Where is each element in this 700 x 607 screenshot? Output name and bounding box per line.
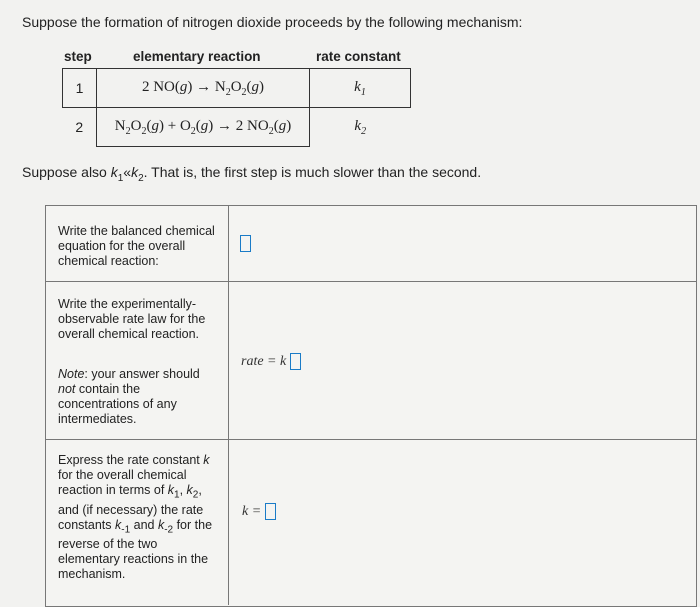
question-label: Write the balanced chemical equation for the overall chemical reaction:: [58, 224, 215, 268]
rate-law-answer-box[interactable]: [290, 353, 301, 370]
question-table: [45, 205, 697, 607]
equation-answer-box[interactable]: [240, 235, 251, 252]
reaction-1: 2 $NO(g) \to N_2O_2(g)$: [97, 69, 310, 108]
question-note: Note: your answer should not contain the concentrations of any intermediates.: [58, 367, 200, 426]
rate-constant-answer-box[interactable]: [265, 503, 276, 520]
question-row: [46, 439, 696, 605]
rate-constant-1: $k_1$: [310, 69, 411, 108]
assumption-text: Suppose also $k_1«k_2$. That is, the first step is much slower than the second.: [22, 164, 482, 184]
intro-text: Suppose the formation of nitrogen dioxide proceeds by the following mechanism:: [22, 14, 523, 30]
header-step: step: [64, 49, 92, 64]
step-number: 2: [75, 119, 84, 136]
mechanism-row: [63, 108, 411, 147]
mechanism-row: [63, 69, 411, 108]
rate-constant-2: $k_2$: [354, 117, 367, 137]
answer-prefix: k =: [242, 504, 262, 519]
reaction-2: $N_2O_2(g) + O_2(g) \to 2$ $NO_2(g)$: [97, 108, 310, 147]
header-rate-constant: rate constant: [316, 49, 401, 64]
question-label: Write the experimentally-observable rate law for the overall chemical reaction.: [58, 297, 206, 341]
answer-prefix: rate = k: [241, 354, 287, 369]
question-label: Express the rate constant k for the overall chemical reaction in terms of $k_1$, $k_2$, and (if necessary) the rate constants $k_{-1}$ and $k_{-2}$ for the reverse of the two elementary reactions in the mechanism.: [58, 453, 213, 581]
mechanism-table: [62, 68, 411, 147]
header-elementary-reaction: elementary reaction: [133, 49, 261, 64]
step-number: 1: [63, 69, 97, 108]
question-row: [46, 281, 696, 440]
question-row: [46, 206, 696, 282]
